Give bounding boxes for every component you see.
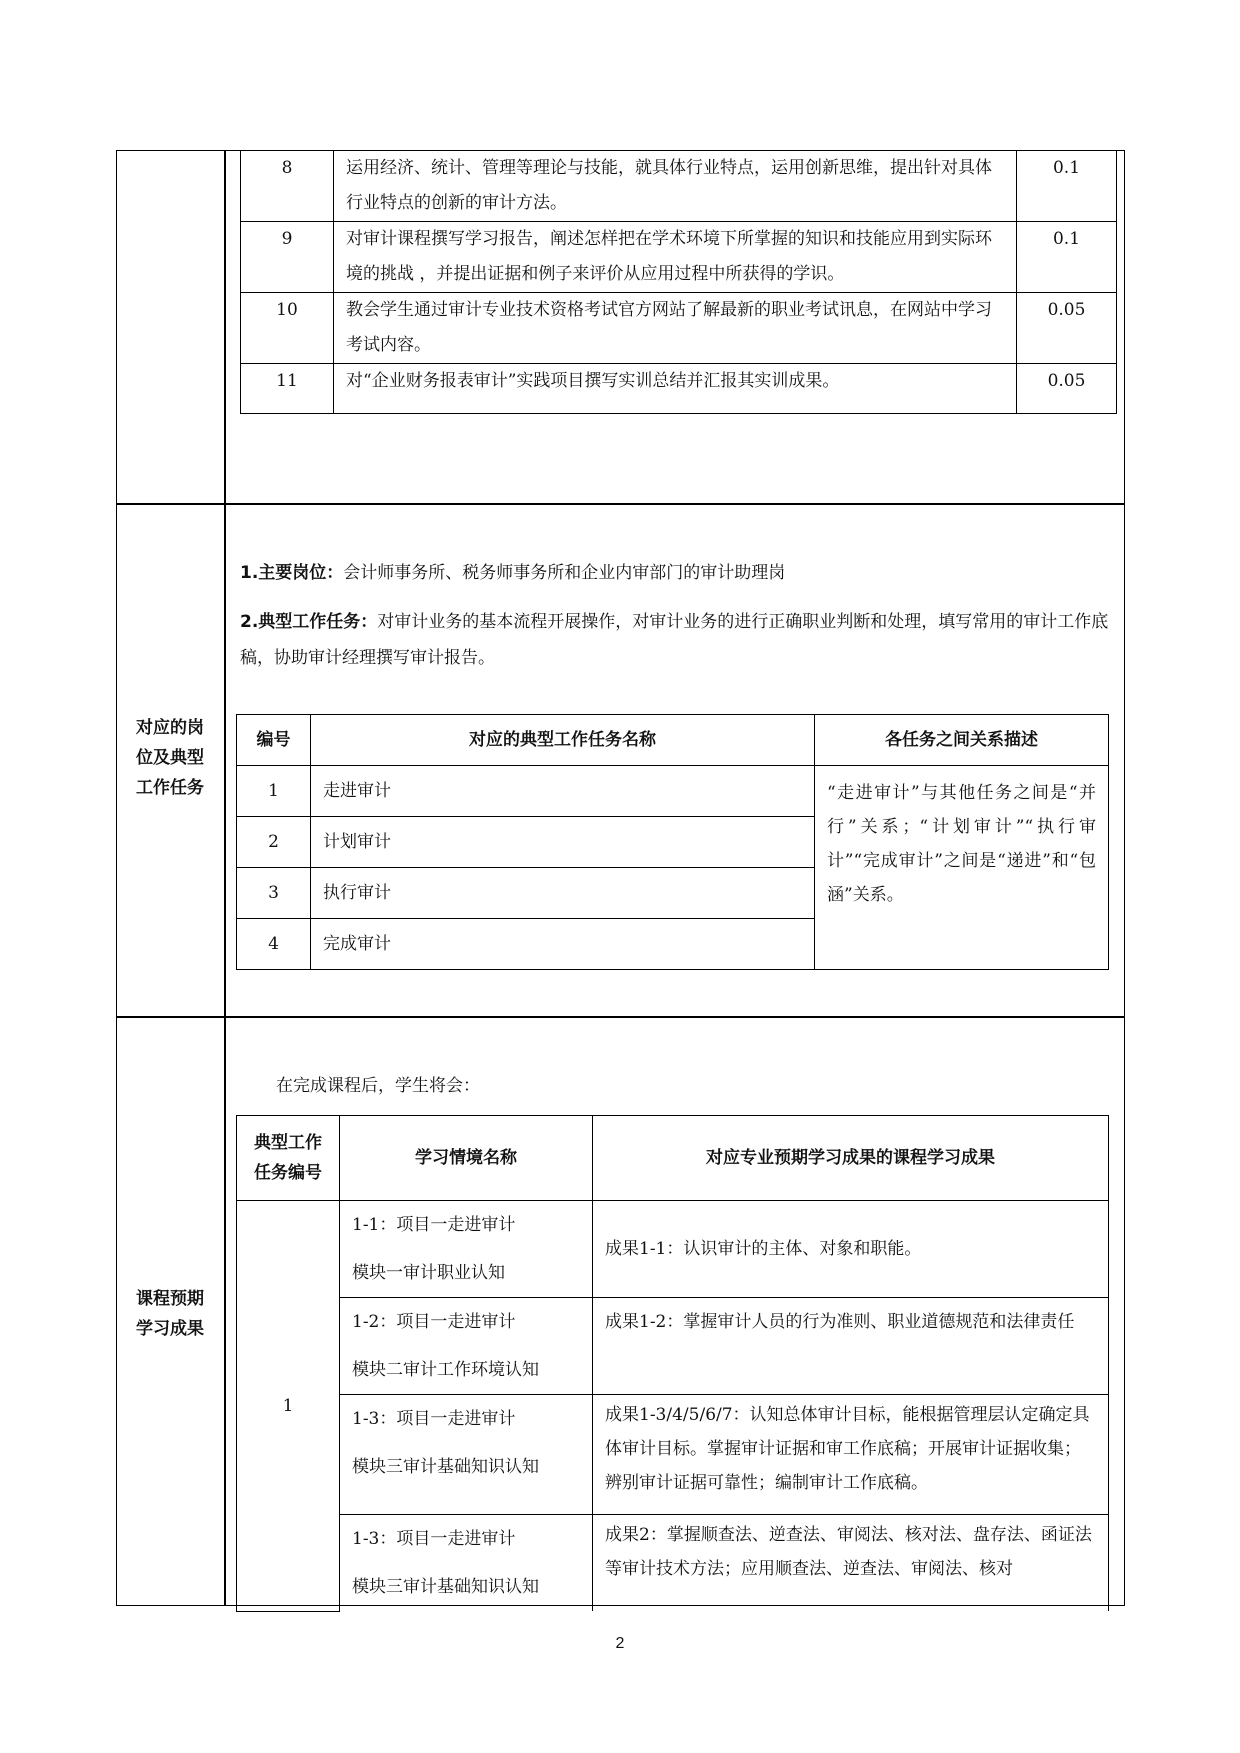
typical-tasks-text: 对审计业务的基本流程开展操作，对审计业务的进行正确职业判断和处理，填写常用的审计工作底稿，协助审计经理撰写审计报告。 bbox=[240, 612, 1109, 668]
main-positions-paragraph bbox=[240, 555, 1112, 591]
tasks-table bbox=[236, 714, 1109, 970]
row-weight: 0.1 bbox=[1017, 222, 1117, 293]
typical-tasks-paragraph bbox=[240, 604, 1112, 676]
situation-line: 模块三审计基础知识认知 bbox=[352, 1457, 539, 1477]
top-table bbox=[240, 150, 1117, 414]
outcome-cell: 成果1-1：认识审计的主体、对象和职能。 bbox=[593, 1201, 1109, 1298]
situation-line: 模块一审计职业认知 bbox=[352, 1263, 505, 1283]
main-positions-text: 会计师事务所、税务师事务所和企业内审部门的审计助理岗 bbox=[343, 563, 786, 583]
table-row bbox=[241, 151, 1117, 222]
typical-tasks-heading: 2.典型工作任务： bbox=[240, 612, 378, 632]
header-cell: 对应的典型工作任务名称 bbox=[311, 715, 815, 766]
situation-line: 模块二审计工作环境认知 bbox=[352, 1360, 539, 1380]
situation-cell bbox=[340, 1298, 593, 1395]
row-number: 8 bbox=[241, 151, 334, 222]
task-name: 走进审计 bbox=[311, 766, 815, 817]
table-row bbox=[241, 222, 1117, 293]
task-name: 执行审计 bbox=[311, 868, 815, 919]
situation-line: 1-1：项目一走进审计 bbox=[352, 1215, 516, 1235]
label-line: 学习成果 bbox=[136, 1319, 204, 1339]
outcome-cell: 成果2：掌握顺查法、逆查法、审阅法、核对法、盘存法、函证法等审计技术方法；应用顺查法、逆查法、审阅法、核对 bbox=[593, 1515, 1109, 1612]
header-cell: 典型工作任务编号 bbox=[237, 1116, 340, 1201]
table-row bbox=[237, 1298, 1109, 1395]
section-divider-2 bbox=[116, 1016, 1125, 1018]
outcomes-intro: 在完成课程后，学生将会： bbox=[276, 1076, 480, 1096]
table-row bbox=[237, 1515, 1109, 1612]
row-number: 10 bbox=[241, 293, 334, 364]
situation-cell bbox=[340, 1395, 593, 1515]
row-number: 9 bbox=[241, 222, 334, 293]
task-number: 1 bbox=[237, 1201, 340, 1612]
table-header-row bbox=[237, 715, 1109, 766]
label-line: 课程预期 bbox=[136, 1289, 204, 1309]
label-line: 对应的岗 bbox=[136, 718, 204, 738]
header-cell: 对应专业预期学习成果的课程学习成果 bbox=[593, 1116, 1109, 1201]
situation-line: 1-2：项目一走进审计 bbox=[352, 1312, 516, 1332]
label-line: 位及典型 bbox=[136, 748, 204, 768]
label-column-divider bbox=[224, 150, 226, 1606]
situation-line: 1-3：项目一走进审计 bbox=[352, 1409, 516, 1429]
task-relation: “走进审计”与其他任务之间是“并行”关系；“计划审计”“执行审计”“完成审计”之间是“递进”和“包涵”关系。 bbox=[815, 766, 1109, 970]
outcome-cell: 成果1-2：掌握审计人员的行为准则、职业道德规范和法律责任 bbox=[593, 1298, 1109, 1395]
row-weight: 0.1 bbox=[1017, 151, 1117, 222]
table-row bbox=[237, 1201, 1109, 1298]
row-number: 11 bbox=[241, 364, 334, 414]
task-number: 4 bbox=[237, 919, 311, 970]
table-row bbox=[241, 293, 1117, 364]
table-header-row bbox=[237, 1116, 1109, 1201]
row-text: 运用经济、统计、管理等理论与技能，就具体行业特点，运用创新思维，提出针对具体行业特点的创新的审计方法。 bbox=[334, 151, 1017, 222]
page-number: 2 bbox=[615, 1635, 625, 1652]
situation-cell bbox=[340, 1201, 593, 1298]
task-name: 完成审计 bbox=[311, 919, 815, 970]
outcome-cell: 成果1-3/4/5/6/7：认知总体审计目标，能根据管理层认定确定具体审计目标。掌握审计证据和审工作底稿；开展审计证据收集；辨别审计证据可靠性；编制审计工作底稿。 bbox=[593, 1395, 1109, 1515]
row-text: 教会学生通过审计专业技术资格考试官方网站了解最新的职业考试讯息，在网站中学习考试内容。 bbox=[334, 293, 1017, 364]
header-cell: 编号 bbox=[237, 715, 311, 766]
situation-cell bbox=[340, 1515, 593, 1612]
task-number: 1 bbox=[237, 766, 311, 817]
task-number: 3 bbox=[237, 868, 311, 919]
task-name: 计划审计 bbox=[311, 817, 815, 868]
main-positions-heading: 1.主要岗位： bbox=[240, 563, 344, 583]
table-row bbox=[237, 1395, 1109, 1515]
row-weight: 0.05 bbox=[1017, 293, 1117, 364]
row-text: 对审计课程撰写学习报告，阐述怎样把在学术环境下所掌握的知识和技能应用到实际环境的挑战 ，并提出证据和例子来评价从应用过程中所获得的学识。 bbox=[334, 222, 1017, 293]
table-row bbox=[241, 364, 1117, 414]
section-divider-1 bbox=[116, 503, 1125, 505]
section-label-outcomes bbox=[116, 1284, 224, 1344]
situation-line: 1-3：项目一走进审计 bbox=[352, 1529, 516, 1549]
outcomes-table bbox=[236, 1115, 1109, 1612]
row-text: 对“企业财务报表审计”实践项目撰写实训总结并汇报其实训成果。 bbox=[334, 364, 1017, 414]
label-line: 工作任务 bbox=[136, 778, 204, 798]
header-cell: 学习情境名称 bbox=[340, 1116, 593, 1201]
row-weight: 0.05 bbox=[1017, 364, 1117, 414]
task-number: 2 bbox=[237, 817, 311, 868]
situation-line: 模块三审计基础知识认知 bbox=[352, 1577, 539, 1597]
header-cell: 各任务之间关系描述 bbox=[815, 715, 1109, 766]
table-row bbox=[237, 766, 1109, 817]
section-label-positions bbox=[116, 713, 224, 803]
